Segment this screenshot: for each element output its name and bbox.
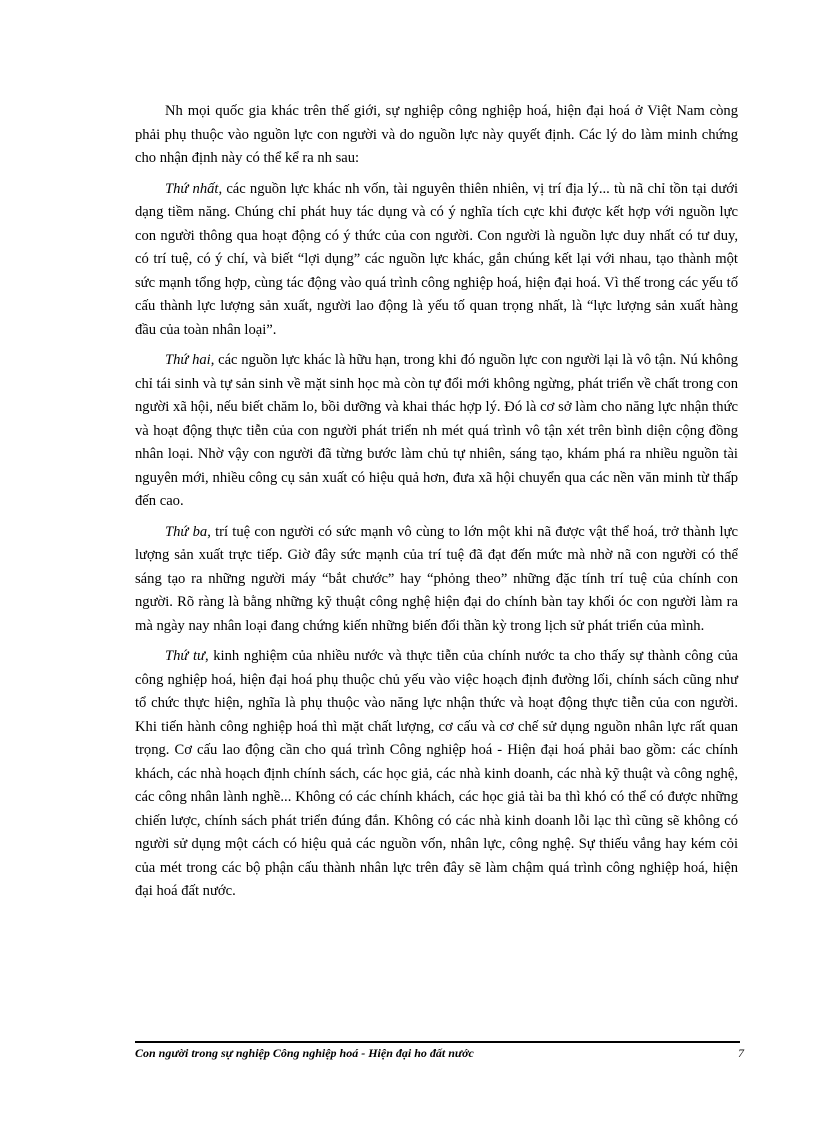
paragraph-first: [135, 178, 738, 343]
page-number: 7: [738, 1046, 744, 1060]
paragraph-text: , kinh nghiệm của nhiều nước và thực tiễn của chính nước ta cho thấy sự thành công của công nghiệp hoá, hiện đại hoá phụ thuộc chủ yếu vào việc hoạch định đường lối, chính sách cũng như tổ chức thực hiện, nghĩa là phụ thuộc vào năng lực nhận thức và hoạt động thực tiễn của con người. Khi tiến hành công nghiệp hoá thì mặt chất lượng, cơ cấu và cơ chế sử dụng nguồn nhân lực rất quan trọng. Cơ cấu lao động cần cho quá trình Công nghiệp hoá - Hiện đại hoá phải bao gồm: các chính khách, các nhà hoạch định chính sách, các học giả, các nhà kinh doanh, các nhà kỹ thuật và công nghệ, các công nhân lành nghề... Không có các chính khách, các học giả tài ba thì khó có thể có được những chiến lược, chính sách phát triển đúng đắn. Không có các nhà kinh doanh lỗi lạc thì cũng sẽ không có người sử dụng một cách có hiệu quả các nguồn vốn, nhân lực, công nghệ. Sự thiếu vắng hay kém cỏi của mét trong các bộ phận cấu thành nhân lực trên đây sẽ làm chậm quá trình công nghiệp hoá, hiện đại hoá đất nước.: [135, 648, 738, 899]
footer-title: Con người trong sự nghiệp Công nghiệp hoá - Hiện đại ho đất nước: [135, 1046, 474, 1060]
paragraph-text: Nh mọi quốc gia khác trên thế giới, sự nghiệp công nghiệp hoá, hiện đại hoá ở Việt Nam còng phải phụ thuộc vào nguồn lực con người và do nguồn lực này quyết định. Các lý do làm minh chứng cho nhận định này có thể kể ra nh sau:: [135, 103, 738, 166]
body-text: [135, 100, 738, 911]
paragraph-text: , các nguồn lực khác nh vốn, tài nguyên thiên nhiên, vị trí địa lý... tù nã chỉ tồn tại dưới dạng tiềm năng. Chúng chỉ phát huy tác dụng và có ý nghĩa tích cực khi được kết hợp với nguồn lực con người thông qua hoạt động có ý thức của con người. Con người là nguồn lực duy nhất có tư duy, có trí tuệ, có ý chí, và biết “lợi dụng” các nguồn lực khác, gắn chúng kết lại với nhau, tạo thành một sức mạnh tổng hợp, cùng tác động vào quá trình công nghiệp hoá, hiện đại hoá. Vì thế trong các yếu tố cấu thành lực lượng sản xuất, người lao động là yếu tố quan trọng nhất, là “lực lượng sản xuất hàng đầu của toàn nhân loại”.: [135, 180, 739, 338]
paragraph-lead: Thứ tư: [165, 648, 205, 664]
footer-divider: [135, 1041, 740, 1043]
paragraph-second: [135, 349, 738, 514]
paragraph-intro: [135, 100, 738, 171]
paragraph-lead: Thứ hai: [165, 352, 211, 368]
paragraph-text: , trí tuệ con người có sức mạnh vô cùng to lớn một khi nã được vật thể hoá, trở thành lực lượng sản xuất trực tiếp. Giờ đây sức mạnh của trí tuệ đã đạt đến mức mà nhờ nã con người có thể sáng tạo ra những người máy “bắt chước” hay “phỏng theo” những đặc tính trí tuệ của chính con người. Rõ ràng là bằng những kỹ thuật công nghệ hiện đại do chính bàn tay khối óc con người làm ra mà ngày nay nhân loại đang chứng kiến những biến đổi thần kỳ trong lịch sử phát triển của mình.: [135, 523, 738, 634]
paragraph-lead: Thứ ba: [165, 523, 208, 540]
paragraph-third: [135, 521, 738, 639]
paragraph-text: , các nguồn lực khác là hữu hạn, trong khi đó nguồn lực con người lại là vô tận. Nú không chỉ tái sinh và tự sản sinh về mặt sinh học mà còn tự đổi mới không ngừng, phát triển về chất trong con người xã hội, nếu biết chăm lo, bồi dưỡng và khai thác hợp lý. Đó là cơ sở làm cho năng lực nhận thức và hoạt động thực tiễn của con người phát triển nh mét quá trình vô tận xét trên bình diện cộng đồng nhân loại. Nhờ vậy con người đã từng bước làm chủ tự nhiên, sáng tạo, khám phá ra nhiều nguồn tài nguyên mới, nhiều công cụ sản xuất có hiệu quả hơn, đưa xã hội chuyển qua các nền văn minh từ thấp đến cao.: [135, 352, 739, 509]
paragraph-lead: Thứ nhất: [165, 180, 219, 197]
paragraph-fourth: [135, 645, 738, 904]
